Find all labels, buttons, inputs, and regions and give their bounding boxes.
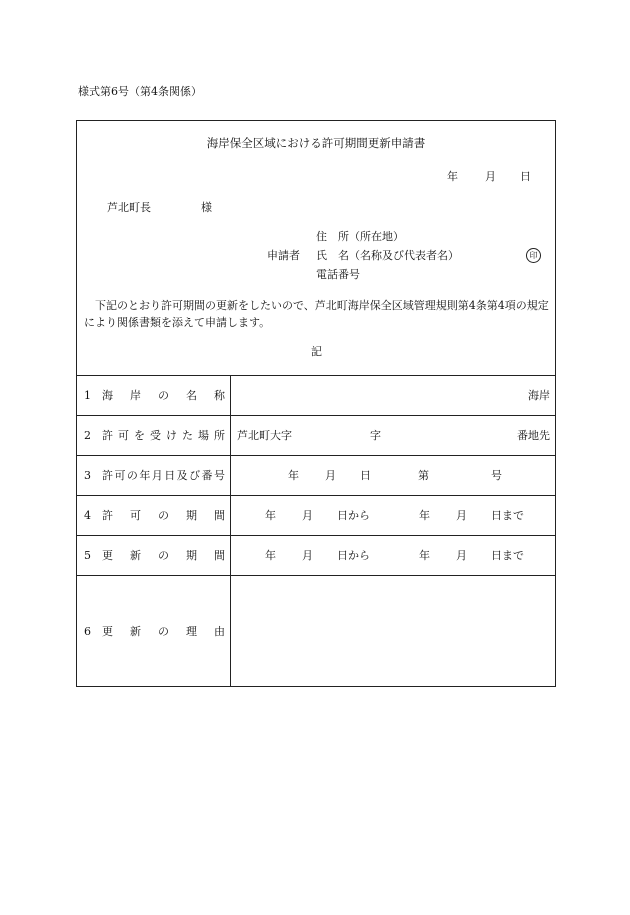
row-divider — [77, 375, 555, 376]
row-2-number: 2 — [84, 429, 91, 442]
row-1-label: 海岸の名称 — [102, 389, 225, 402]
date-year: 年 — [447, 170, 458, 183]
applicant-phone-label: 電話番号 — [316, 268, 360, 281]
row-divider — [77, 495, 555, 496]
row-5-until: 日まで — [491, 549, 524, 562]
row-4-year-2: 年 — [419, 509, 430, 522]
addressee-honorific: 様 — [201, 201, 212, 214]
row-3-number: 3 — [84, 469, 91, 482]
row-3-year: 年 — [288, 469, 299, 482]
seal-mark: 印 — [526, 248, 541, 263]
row-5-label: 更新の期間 — [102, 549, 225, 562]
row-divider — [77, 455, 555, 456]
row-4-until: 日まで — [491, 509, 524, 522]
row-1-suffix: 海岸 — [528, 389, 550, 402]
row-1-number: 1 — [84, 389, 91, 402]
application-form — [76, 120, 556, 687]
row-divider — [77, 575, 555, 576]
applicant-address-label: 住 所（所在地） — [316, 230, 404, 243]
row-4-label: 許可の期間 — [102, 509, 225, 522]
row-4-year-1: 年 — [265, 509, 276, 522]
date-day: 日 — [520, 170, 531, 183]
row-3-go: 号 — [491, 469, 502, 482]
date-month: 月 — [485, 170, 496, 183]
row-4-month-2: 月 — [456, 509, 467, 522]
row-6-number: 6 — [84, 625, 91, 638]
row-2-place-prefix: 芦北町大字 — [237, 429, 292, 442]
form-title: 海岸保全区域における許可期間更新申請書 — [206, 136, 426, 150]
ki-heading: 記 — [311, 345, 322, 358]
row-5-number: 5 — [84, 549, 91, 562]
row-4-from: 日から — [337, 509, 370, 522]
row-divider — [77, 535, 555, 536]
row-5-year-1: 年 — [265, 549, 276, 562]
row-2-aza: 字 — [370, 429, 381, 442]
applicant-name-label: 氏 名（名称及び代表者名） — [316, 249, 459, 262]
row-2-banchi: 番地先 — [517, 429, 550, 442]
row-4-month-1: 月 — [302, 509, 313, 522]
application-statement: 下記のとおり許可期間の更新をしたいので、芦北町海岸保全区域管理規則第4条第4項の規定により関係書類を添えて申請します。 — [84, 299, 549, 329]
form-number: 様式第6号（第4条関係） — [78, 85, 202, 98]
row-3-dai: 第 — [418, 469, 429, 482]
addressee-name: 芦北町長 — [107, 201, 151, 214]
row-5-month-1: 月 — [302, 549, 313, 562]
row-2-label: 許可を受けた場所 — [102, 429, 225, 442]
row-5-month-2: 月 — [456, 549, 467, 562]
row-6-label: 更新の理由 — [102, 625, 225, 638]
column-divider — [230, 375, 231, 687]
row-5-year-2: 年 — [419, 549, 430, 562]
applicant-label: 申請者 — [267, 249, 300, 262]
reason-field[interactable] — [235, 580, 551, 682]
row-divider — [77, 415, 555, 416]
row-3-month: 月 — [325, 469, 336, 482]
row-5-from: 日から — [337, 549, 370, 562]
row-3-label: 許可の年月日及び番号 — [102, 469, 225, 482]
row-4-number: 4 — [84, 509, 91, 522]
row-3-day: 日 — [360, 469, 371, 482]
